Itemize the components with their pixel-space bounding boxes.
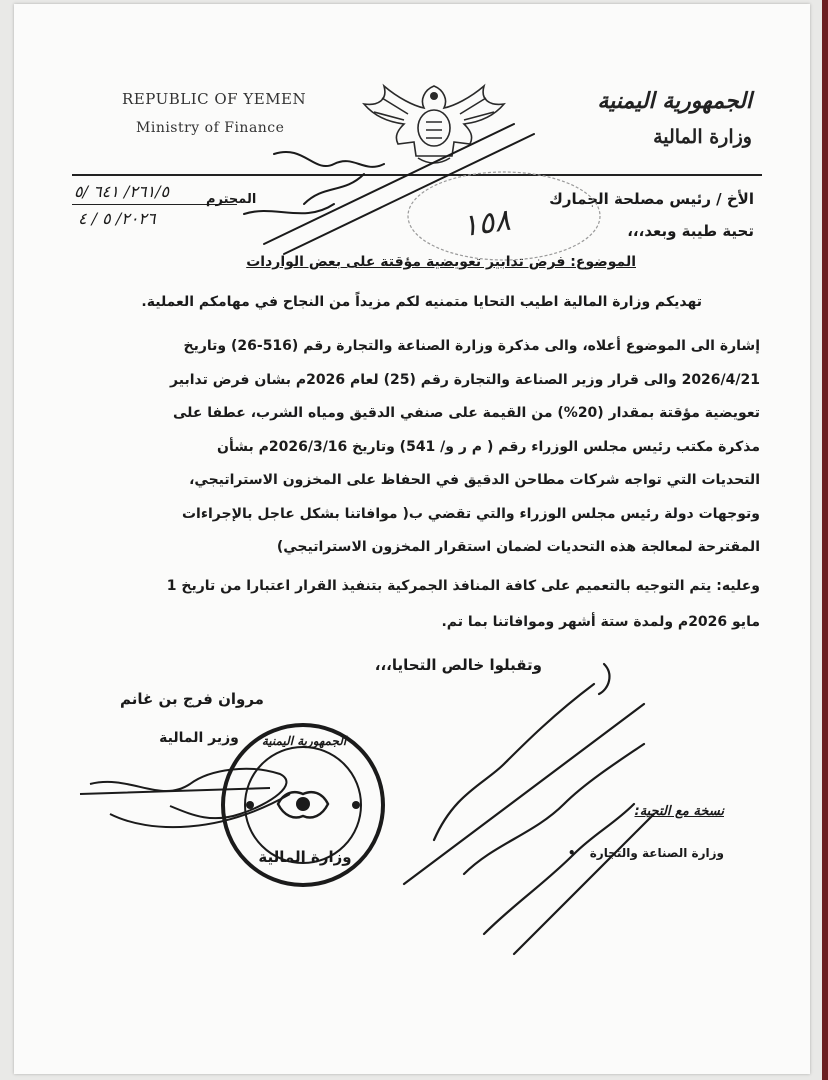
seal-top-text: الجمهورية اليمنية xyxy=(261,734,347,748)
intro-paragraph: تهديكم وزارة المالية اطيب التحايا متمنيه لكم مزيداً من النجاح في مهامكم العملية. xyxy=(141,294,702,310)
reference-date: ٢٠٢٦/ ٥ / ٤ xyxy=(78,209,156,228)
seal-bottom-text: وزارة المالية xyxy=(258,848,352,866)
addressee-honorific: المحترم xyxy=(206,192,257,207)
body-line: المقترحة لمعالجة هذه التحديات لضمان استقرار المخزون الاستراتيجي) xyxy=(276,539,760,555)
reference-number: ٢٦١/٥/ ٦٤١ /٥ xyxy=(74,182,170,201)
conclusion-paragraph xyxy=(60,568,760,640)
bullet-icon: • xyxy=(567,846,576,860)
greeting: تحية طيبة وبعد،،، xyxy=(627,222,754,240)
page-edge xyxy=(822,0,828,1080)
body-line: تعويضية مؤقتة بمقدار (20%) من القيمة على صنفي الدقيق ومياه الشرب، عطفا على xyxy=(172,405,760,421)
yemen-eagle-emblem-icon xyxy=(354,76,514,171)
addressee-to: الأخ / رئيس مصلحة الجمارك xyxy=(549,190,754,208)
body-line: مذكرة مكتب رئيس مجلس الوزراء رقم ( م ر و/ 541) وتاريخ 2026/3/16م بشأن xyxy=(217,438,760,455)
received-stamp-number: ١٥٨ xyxy=(459,202,513,245)
body-line: وتوجهات دولة رئيس مجلس الوزراء والتي تقضي ب( موافاتنا بشكل عاجل بالإجراءات xyxy=(181,505,760,522)
signatory-title: وزير المالية xyxy=(159,730,239,746)
letterhead-english-ministry: Ministry of Finance xyxy=(136,120,285,136)
copy-to-heading: نسخة مع التحية: xyxy=(634,804,724,819)
body-line: 2026/4/21 والى قرار وزير الصناعة والتجارة رقم (25) لعام 2026م بشان فرض تدابير xyxy=(170,371,760,388)
copy-to-item xyxy=(568,846,724,860)
letterhead-arabic-country: الجمهورية اليمنية xyxy=(597,88,752,114)
letterhead-english-country: REPUBLIC OF YEMEN xyxy=(122,90,307,108)
conclusion-line: وعليه: يتم التوجيه بالتعميم على كافة المنافذ الجمركية بتنفيذ القرار اعتبارا من تاريخ 1 xyxy=(166,578,760,594)
copy-to-item-label: وزارة الصناعة والتجارة xyxy=(589,846,724,860)
conclusion-line: مايو 2026م ولمدة ستة أشهر وموافاتنا بما تم. xyxy=(441,614,760,630)
body-paragraph xyxy=(60,330,760,565)
body-line: إشارة الى الموضوع أعلاه، والى مذكرة وزارة الصناعة والتجارة رقم (516-26) وتاريخ xyxy=(183,338,760,354)
body-line: التحديات التي تواجه شركات مطاحن الدقيق في الحفاظ على المخزون الاستراتيجي، xyxy=(189,472,760,488)
signatory-name: مروان فرج بن غانم xyxy=(120,690,264,708)
closing-line: وتقبلوا خالص التحايا،،، xyxy=(374,656,542,674)
document-page xyxy=(14,4,810,1074)
letterhead-arabic-ministry: وزارة المالية xyxy=(653,126,752,148)
subject-line: الموضوع: فرض تدابير تعويضية مؤقتة على بعض الواردات xyxy=(246,254,636,270)
